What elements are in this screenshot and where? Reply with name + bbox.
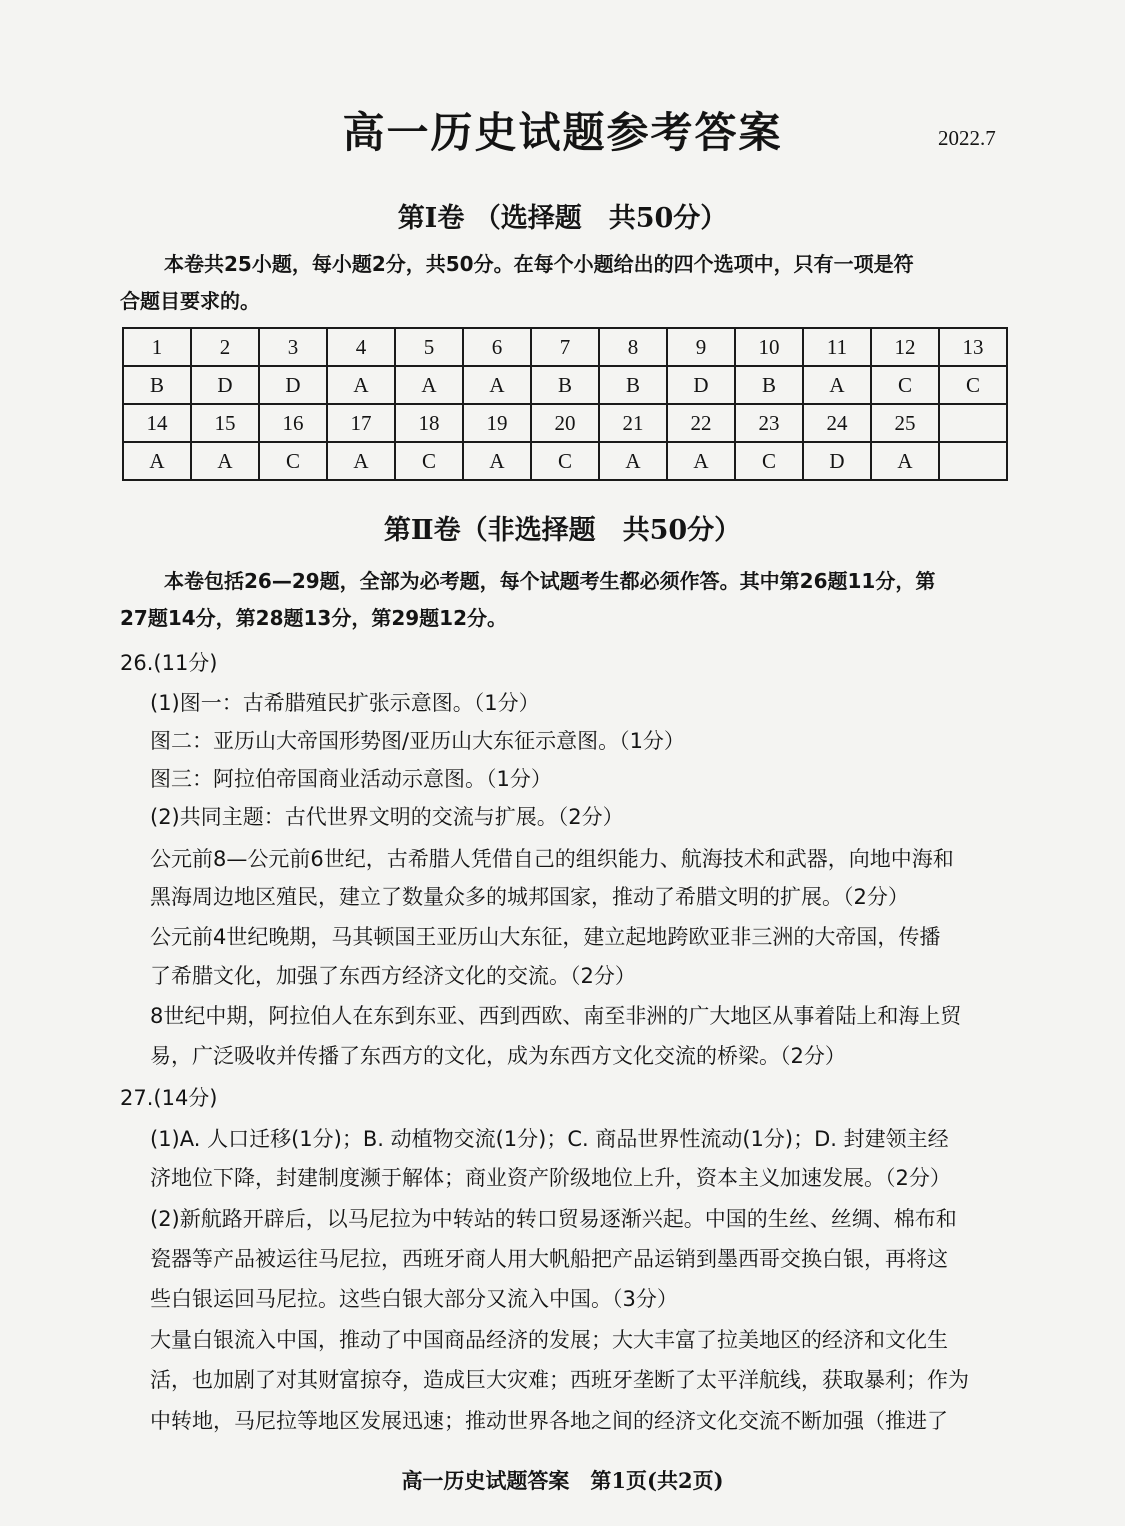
part1-intro	[120, 246, 1010, 320]
table-row-numbers-2	[123, 404, 1007, 442]
answer-cell: A	[123, 442, 191, 480]
answer-cell: D	[259, 366, 327, 404]
question-number: 23	[735, 404, 803, 442]
body-line: 图二：亚历山大帝国形势图/亚历山大东征示意图。（1分）	[150, 729, 685, 753]
question-number: 18	[395, 404, 463, 442]
answer-cell: A	[463, 366, 531, 404]
answer-cell: C	[871, 366, 939, 404]
answer-cell: C	[531, 442, 599, 480]
part1-heading: 第Ⅰ卷 （选择题 共50分）	[397, 203, 728, 234]
answer-cell: C	[939, 366, 1007, 404]
body-line: 些白银运回马尼拉。这些白银大部分又流入中国。（3分）	[150, 1287, 678, 1311]
question-number: 22	[667, 404, 735, 442]
part2-intro-line-1: 本卷包括26—29题，全部为必考题，每个试题考生都必须作答。其中第26题11分，第	[164, 569, 936, 593]
document-date: 2022.7	[938, 126, 996, 150]
question-number: 25	[871, 404, 939, 442]
body-line: 了希腊文化，加强了东西方经济文化的交流。（2分）	[150, 964, 636, 988]
table-row-numbers-1	[123, 328, 1007, 366]
table-row-answers-2	[123, 442, 1007, 480]
question-number: 17	[327, 404, 395, 442]
answer-cell: A	[327, 442, 395, 480]
question-number: 7	[531, 328, 599, 366]
part2-heading: 第Ⅱ卷（非选择题 共50分）	[383, 515, 742, 546]
question-number: 13	[939, 328, 1007, 366]
answer-cell: D	[803, 442, 871, 480]
part2-intro	[120, 563, 1020, 637]
question-number: 14	[123, 404, 191, 442]
body-line: 大量白银流入中国，推动了中国商品经济的发展；大大丰富了拉美地区的经济和文化生	[150, 1328, 948, 1352]
body-line: 济地位下降，封建制度濒于解体；商业资产阶级地位上升，资本主义加速发展。（2分）	[150, 1166, 951, 1190]
question-number: 6	[463, 328, 531, 366]
answer-cell: C	[735, 442, 803, 480]
question-number: 10	[735, 328, 803, 366]
body-line: 公元前8—公元前6世纪，古希腊人凭借自己的组织能力、航海技术和武器，向地中海和	[150, 847, 954, 871]
question-number: 12	[871, 328, 939, 366]
body-line: 中转地，马尼拉等地区发展迅速；推动世界各地之间的经济文化交流不断加强（推进了	[150, 1409, 948, 1433]
question-number: 24	[803, 404, 871, 442]
answer-cell: A	[327, 366, 395, 404]
question-number: 20	[531, 404, 599, 442]
answer-cell: A	[871, 442, 939, 480]
answer-cell: B	[531, 366, 599, 404]
body-line: (1)A. 人口迁移(1分)；B. 动植物交流(1分)；C. 商品世界性流动(1分)；D. 封建领主经	[150, 1127, 949, 1151]
question-number: 3	[259, 328, 327, 366]
question-27-header: 27.(14分)	[120, 1086, 218, 1110]
answer-cell: B	[599, 366, 667, 404]
question-number: 19	[463, 404, 531, 442]
question-number: 8	[599, 328, 667, 366]
question-number: 2	[191, 328, 259, 366]
question-number: 5	[395, 328, 463, 366]
answer-cell: D	[191, 366, 259, 404]
part2-intro-line-2: 27题14分，第28题13分，第29题12分。	[120, 606, 507, 630]
question-number: 1	[123, 328, 191, 366]
body-line: (2)新航路开辟后，以马尼拉为中转站的转口贸易逐渐兴起。中国的生丝、丝绸、棉布和	[150, 1207, 957, 1231]
question-number: 9	[667, 328, 735, 366]
body-line: 图三：阿拉伯帝国商业活动示意图。（1分）	[150, 767, 552, 791]
question-number: 4	[327, 328, 395, 366]
answer-cell: B	[123, 366, 191, 404]
part1-intro-line-1: 本卷共25小题，每小题2分，共50分。在每个小题给出的四个选项中，只有一项是符	[164, 252, 914, 276]
body-line: 瓷器等产品被运往马尼拉，西班牙商人用大帆船把产品运销到墨西哥交换白银，再将这	[150, 1247, 948, 1271]
question-number: 15	[191, 404, 259, 442]
document-title: 高一历史试题参考答案	[342, 108, 783, 157]
answer-cell: C	[259, 442, 327, 480]
answer-cell: A	[191, 442, 259, 480]
body-line: 公元前4世纪晚期，马其顿国王亚历山大东征，建立起地跨欧亚非三洲的大帝国，传播	[150, 925, 941, 949]
question-number	[939, 404, 1007, 442]
question-26-header: 26.(11分)	[120, 651, 218, 675]
answer-cell: A	[667, 442, 735, 480]
body-line: 8世纪中期，阿拉伯人在东到东亚、西到西欧、南至非洲的广大地区从事着陆上和海上贸	[150, 1004, 962, 1028]
answer-cell: A	[395, 366, 463, 404]
answer-table	[122, 327, 1008, 481]
answer-cell: A	[803, 366, 871, 404]
question-number: 16	[259, 404, 327, 442]
table-row-answers-1	[123, 366, 1007, 404]
answer-cell: D	[667, 366, 735, 404]
answer-cell: B	[735, 366, 803, 404]
answer-cell: A	[599, 442, 667, 480]
question-number: 21	[599, 404, 667, 442]
part1-intro-line-2: 合题目要求的。	[120, 289, 260, 313]
answer-cell	[939, 442, 1007, 480]
question-number: 11	[803, 328, 871, 366]
answer-cell: A	[463, 442, 531, 480]
body-line: 黑海周边地区殖民，建立了数量众多的城邦国家，推动了希腊文明的扩展。（2分）	[150, 885, 909, 909]
body-line: 易，广泛吸收并传播了东西方的文化，成为东西方文化交流的桥梁。（2分）	[150, 1044, 846, 1068]
page-footer: 高一历史试题答案 第1页(共2页)	[401, 1468, 724, 1493]
body-line: (1)图一：古希腊殖民扩张示意图。（1分）	[150, 691, 540, 715]
body-line: (2)共同主题：古代世界文明的交流与扩展。（2分）	[150, 805, 624, 829]
body-line: 活，也加剧了对其财富掠夺，造成巨大灾难；西班牙垄断了太平洋航线，获取暴利；作为	[150, 1368, 969, 1392]
answer-cell: C	[395, 442, 463, 480]
